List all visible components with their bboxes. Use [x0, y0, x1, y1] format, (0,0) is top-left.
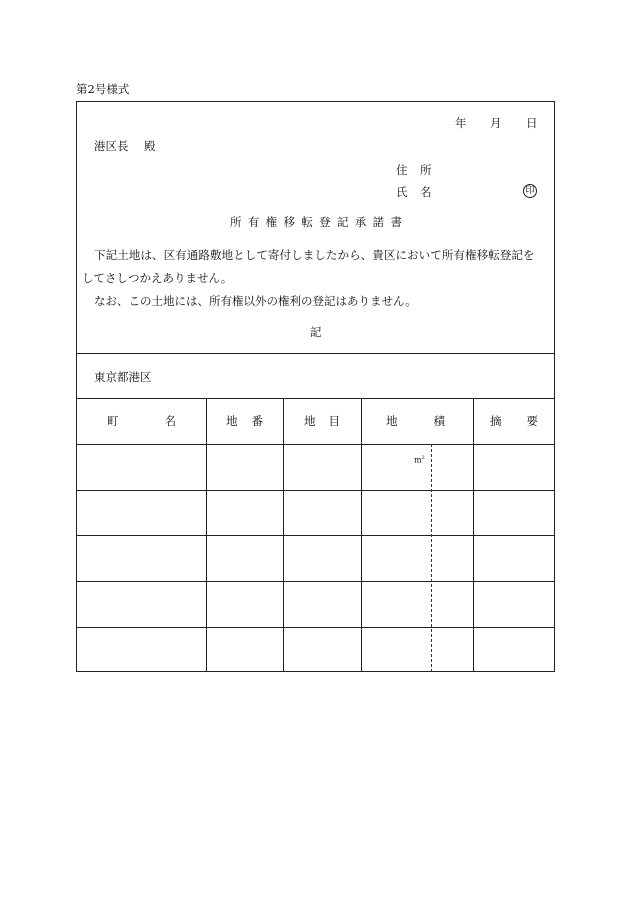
area-unit-base: m [414, 455, 422, 465]
title-char: 有 [247, 215, 260, 229]
title-char: 書 [390, 215, 402, 229]
form-frame [76, 101, 555, 672]
header-remarks [490, 414, 538, 428]
form-number: 第2号様式 [76, 82, 130, 96]
location-label: 東京都港区 [94, 370, 152, 384]
title-char: 権 [265, 215, 278, 229]
address-label-2: 所 [420, 163, 432, 177]
header-area [386, 414, 445, 428]
title-char: 登 [319, 215, 331, 229]
name-label-1: 氏 [396, 185, 408, 199]
address-label-1: 住 [396, 163, 408, 177]
header-category-char: 地 [304, 414, 316, 428]
header-lot-number [226, 414, 263, 428]
title-char: 移 [283, 215, 295, 229]
area-unit [414, 454, 425, 465]
header-area-char: 積 [433, 414, 445, 428]
title-char: 記 [336, 215, 349, 229]
name-label-2: 名 [420, 185, 432, 199]
col-divider [283, 398, 284, 672]
title-char: 承 [354, 215, 367, 229]
header-lot-char: 番 [251, 414, 263, 428]
table-header-line [76, 444, 555, 445]
area-unit-exponent: 2 [421, 455, 425, 461]
ki-mark: 記 [310, 325, 322, 339]
body-line-1: 下記土地は、区有通路敷地として寄付しましたから、貴区において所有権移転登記を [94, 248, 535, 262]
table-row-line [76, 490, 555, 491]
header-category-char: 目 [328, 414, 340, 428]
table-row-line [76, 627, 555, 628]
divider-line [76, 353, 555, 354]
document-title [230, 215, 402, 229]
date-year: 年 [455, 116, 467, 130]
header-land-category [304, 414, 340, 428]
addressee-name: 港区長 [94, 139, 129, 153]
body-line-3: なお、この土地には、所有権以外の権利の登記はありません。 [94, 294, 417, 308]
area-decimal-divider [431, 444, 432, 672]
header-remarks-char: 摘 [490, 414, 502, 428]
col-divider [361, 398, 362, 672]
col-divider [473, 398, 474, 672]
title-char: 転 [301, 215, 313, 229]
seal-mark: 印 [523, 184, 537, 198]
table-row-line [76, 581, 555, 582]
header-remarks-char: 要 [526, 414, 538, 428]
header-town-char: 町 [107, 414, 119, 428]
header-town-char: 名 [164, 414, 176, 428]
header-town [107, 414, 176, 428]
body-line-2: してさしつかえありません。 [82, 271, 233, 285]
col-divider [206, 398, 207, 672]
addressee-honorific: 殿 [144, 139, 156, 153]
title-char: 所 [230, 215, 242, 229]
date-day: 日 [526, 116, 538, 130]
table-top-line [76, 398, 555, 399]
date-month: 月 [490, 116, 502, 130]
title-char: 諾 [372, 215, 385, 229]
table-row-line [76, 535, 555, 536]
header-lot-char: 地 [226, 414, 238, 428]
header-area-char: 地 [386, 414, 398, 428]
